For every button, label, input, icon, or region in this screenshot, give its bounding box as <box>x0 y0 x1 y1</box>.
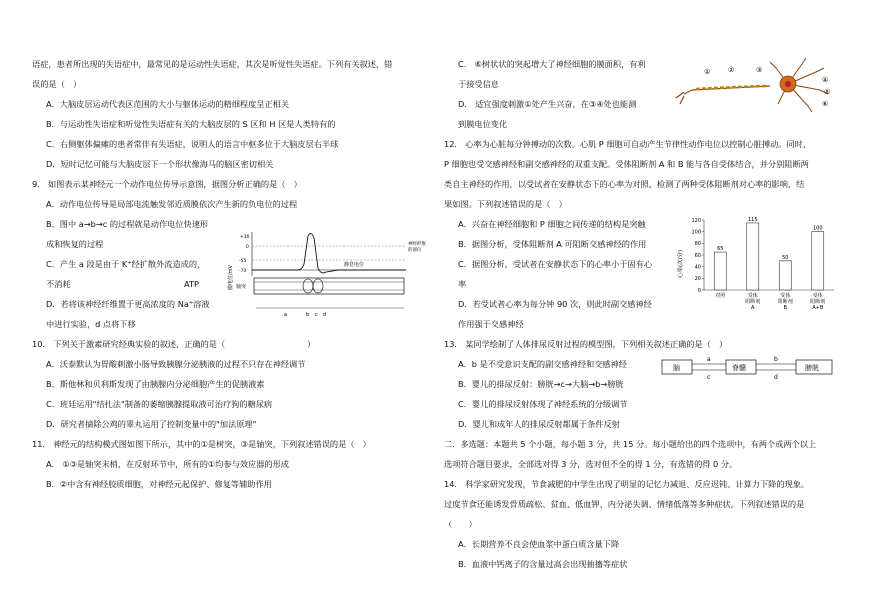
q13-option-d: D．婴儿和成年人的排尿反射都属于条件反射 <box>458 419 620 429</box>
tick-minus55: -55 <box>239 259 247 264</box>
neuron-label-6: ⑥ <box>822 100 829 108</box>
point-c: c <box>315 312 318 318</box>
bar-value-label: 115 <box>747 216 758 223</box>
category-label: 对照 <box>715 293 726 299</box>
q14-option-b: B．血液中钙离子的含量过高会出现抽搐等症状 <box>458 559 628 569</box>
y-tick-label: 100 <box>691 229 701 236</box>
q14-stem-1: 14. 科学家研究发现，节食减肥的中学生出现了明显的记忆力减退、反应迟钝、计算力下降的现象。 <box>444 479 810 489</box>
q14-stem-2: 过度节食还能诱发骨质疏松、贫血、低血钾、内分泌失调、情绪低落等多种症状。下列叙述错误的是 <box>444 499 805 509</box>
bar <box>714 252 726 290</box>
arrow-d: d <box>774 374 778 381</box>
category-label: A <box>751 305 755 311</box>
q12-stem-2: P 细胞也受交感神经和副交感神经的双重支配。受体阻断剂 A 和 B 能与各自受体结合，并分别阻断两 <box>444 159 809 169</box>
tick-plus30: +30 <box>240 235 250 240</box>
q10-option-d: D．研究者摘除公鸡的睾丸运用了控制变量中的"加法原理" <box>46 419 257 429</box>
q9-option-c-cont: 不消耗 <box>46 279 71 289</box>
q9-option-a: A．动作电位传导是局部电流触发邻近质膜依次产生新的负电位的过程 <box>46 199 298 209</box>
action-potential-figure <box>226 228 444 324</box>
q11-option-b: B．②中含有神经胶质细胞，对神经元起保护、修复等辅助作用 <box>46 479 272 489</box>
bar <box>812 232 824 290</box>
q11-option-d: D. 适宜强度刺激①处产生兴奋，在③④处也能测 <box>458 99 637 109</box>
point-d: d <box>323 312 327 318</box>
neuron-label-2: ② <box>728 66 735 74</box>
category-label: 阻断剂 <box>810 299 826 305</box>
q12-option-c: C．据图分析，受试者在安静状态下的心率小于固有心 <box>458 259 653 269</box>
neuron-label-3: ③ <box>756 66 763 74</box>
q12-stem-4: 果如图。下列叙述错误的是（ ） <box>444 199 567 209</box>
mv-axis-label: 膜电位/mV <box>228 265 234 290</box>
arrow-b: b <box>774 356 778 363</box>
q10-option-b: B．斯他林和贝利斯发现了由胰腺内分泌细胞产生的促胰液素 <box>46 379 265 389</box>
q9-option-c: C．产生 a 段是由于 K⁺经扩散外流造成的， <box>46 259 206 269</box>
q11-option-c-cont: 于接受信息 <box>458 79 499 89</box>
heart-rate-chart <box>674 214 842 322</box>
q12-stem-1: 12. 心率为心脏每分钟搏动的次数。心肌 P 细胞可自动产生节律性动作电位以控制心脏搏动。同时， <box>444 139 812 149</box>
option-b: B．与运动性失语症和听觉性失语症有关的大脑皮层的 S 区和 H 区是人类特有的 <box>46 119 336 129</box>
reflex-diagram <box>660 354 840 384</box>
category-label: 受体 <box>812 293 823 299</box>
q12-option-d: D．若受试者心率为每分钟 90 次，则此时副交感神经 <box>458 299 652 309</box>
q13-option-a: A．b 是不受意识支配的副交感神经和交感神经 <box>458 359 627 369</box>
section-2-heading-2: 选项符合题目要求，全部选对得 3 分，选对但不全的得 1 分，有选错的得 0 分。 <box>444 459 738 469</box>
y-tick-label: 40 <box>694 264 701 271</box>
category-label: 阻断剂 <box>777 299 793 305</box>
neuron-label-5: ⑤ <box>824 88 831 96</box>
q13-option-c: C．婴儿的排尿反射体现了神经系统的分级调节 <box>458 399 628 409</box>
chart-ylabel: 心率(次/分) <box>678 249 684 278</box>
option-c: C．右侧躯体偏瘫的患者常伴有失语症，说明人的语言中枢多位于大脑皮层右半球 <box>46 139 339 149</box>
q12-option-b: B．据图分析，受体阻断剂 A 可阻断交感神经的作用 <box>458 239 647 249</box>
arrow-c: c <box>707 374 711 381</box>
tick-minus70: -70 <box>239 269 247 274</box>
y-tick-label: 60 <box>694 252 701 259</box>
point-a: a <box>284 312 288 318</box>
q10-stem: 10. 下列关于激素研究经典实验的叙述，正确的是（ ） <box>32 339 316 349</box>
q9-option-c-atp: ATP <box>184 279 199 289</box>
q9-option-d: D．若将该神经纤维置于更高浓度的 Na⁺溶液 <box>46 299 210 309</box>
neuron-label-4: ④ <box>822 76 829 84</box>
bar <box>779 261 791 290</box>
point-b: b <box>306 312 310 318</box>
y-tick-label: 80 <box>694 241 701 248</box>
option-d: D．短时记忆可能与大脑皮层下一个形状像海马的脑区密切相关 <box>46 159 274 169</box>
y-tick-label: 20 <box>694 276 701 283</box>
bar-value-label: 50 <box>782 254 789 261</box>
q9-stem: 9. 如图表示某神经元一个动作电位传导示意图，据图分析正确的是（ ） <box>32 179 302 189</box>
category-label: 受体 <box>747 293 758 299</box>
q10-option-c: C．班廷运用"结扎法"制备的萎缩胰腺提取液可治疗狗的糖尿病 <box>46 399 273 409</box>
q13-stem: 13. 某同学绘制了人体排尿反射过程的模型图，下列相关叙述正确的是（ ） <box>444 339 728 349</box>
bar-value-label: 65 <box>717 246 724 253</box>
neuron-figure <box>670 54 840 116</box>
q12-option-c-cont: 率 <box>458 279 467 289</box>
spinal-cord-box: 脊髓 <box>732 364 746 372</box>
arrow-a: a <box>707 356 711 363</box>
q11-stem: 11. 神经元的结构模式图如图下所示，其中的①是树突，③是轴突，下列叙述错误的是（ ） <box>32 439 371 449</box>
q12-stem-3: 类自主神经的作用，以受试者在安静状态下的心率为对照，检测了两种受体阻断剂对心率的影响，结 <box>444 179 805 189</box>
resting-potential-label: 静息电位 <box>344 262 365 268</box>
q9-option-b: B．图中 a→b→c 的过程就是动作电位快速形 <box>46 219 209 229</box>
neuron-label-1: ① <box>704 68 711 76</box>
intro-line-2: 误的是（ ） <box>32 79 82 89</box>
y-tick-label: 0 <box>697 287 701 294</box>
q11-option-c: C. ⑥树状状的突起增大了神经细胞的膜面积，有利 <box>458 59 646 69</box>
brain-box: 脑 <box>673 364 680 372</box>
q14-stem-3: （ ） <box>444 519 477 529</box>
category-label: 受体 <box>780 293 791 299</box>
bladder-box: 膀胱 <box>805 364 819 372</box>
tick-0: 0 <box>246 245 249 250</box>
category-label: B <box>783 305 787 311</box>
option-a: A．大脑皮层运动代表区范围的大小与躯体运动的精细程度呈正相关 <box>46 99 290 109</box>
fiber-note-2: 的部位 <box>408 248 422 253</box>
q9-option-d-cont: 中进行实验，d 点将下移 <box>46 319 136 329</box>
category-label: 阻断剂 <box>745 299 761 305</box>
bar-value-label: 100 <box>812 225 823 232</box>
bar <box>747 223 759 290</box>
fiber-note-1: 神经纤维 <box>408 242 426 247</box>
axon-label: 轴突 <box>236 284 247 290</box>
q9-option-b-cont: 成和恢复的过程 <box>46 239 104 249</box>
y-tick-label: 120 <box>691 217 701 224</box>
intro-line-1: 语症，患者所出现的失语症中，最常见的是运动性失语症，其次是听觉性失语症。下列有关叙述，错 <box>32 59 393 69</box>
q12-option-a: A．兴奋在神经细胞和 P 细胞之间传递的结构是突触 <box>458 219 646 229</box>
q11-option-a: A. ①③是轴突末梢，在反射环节中，所有的①均参与效应器的形成 <box>46 459 289 469</box>
q13-option-b: B．婴儿的排尿反射：膀胱→c→大脑→b→膀胱 <box>458 379 624 389</box>
category-label: A+B <box>812 305 824 311</box>
q14-option-a: A．长期营养不良会使血浆中蛋白质含量下降 <box>458 539 620 549</box>
q10-option-a: A．沃泰默认为胃酸刺激小肠导致胰腺分泌胰液的过程不只存在神经调节 <box>46 359 306 369</box>
q12-option-d-cont: 作用强于交感神经 <box>458 319 524 329</box>
section-2-heading-1: 二．多选题：本题共 5 个小题，每小题 3 分，共 15 分。每小题给出的四个选项中，有两个或两个以上 <box>444 439 817 449</box>
q11-option-d-cont: 到膜电位变化 <box>458 119 508 129</box>
